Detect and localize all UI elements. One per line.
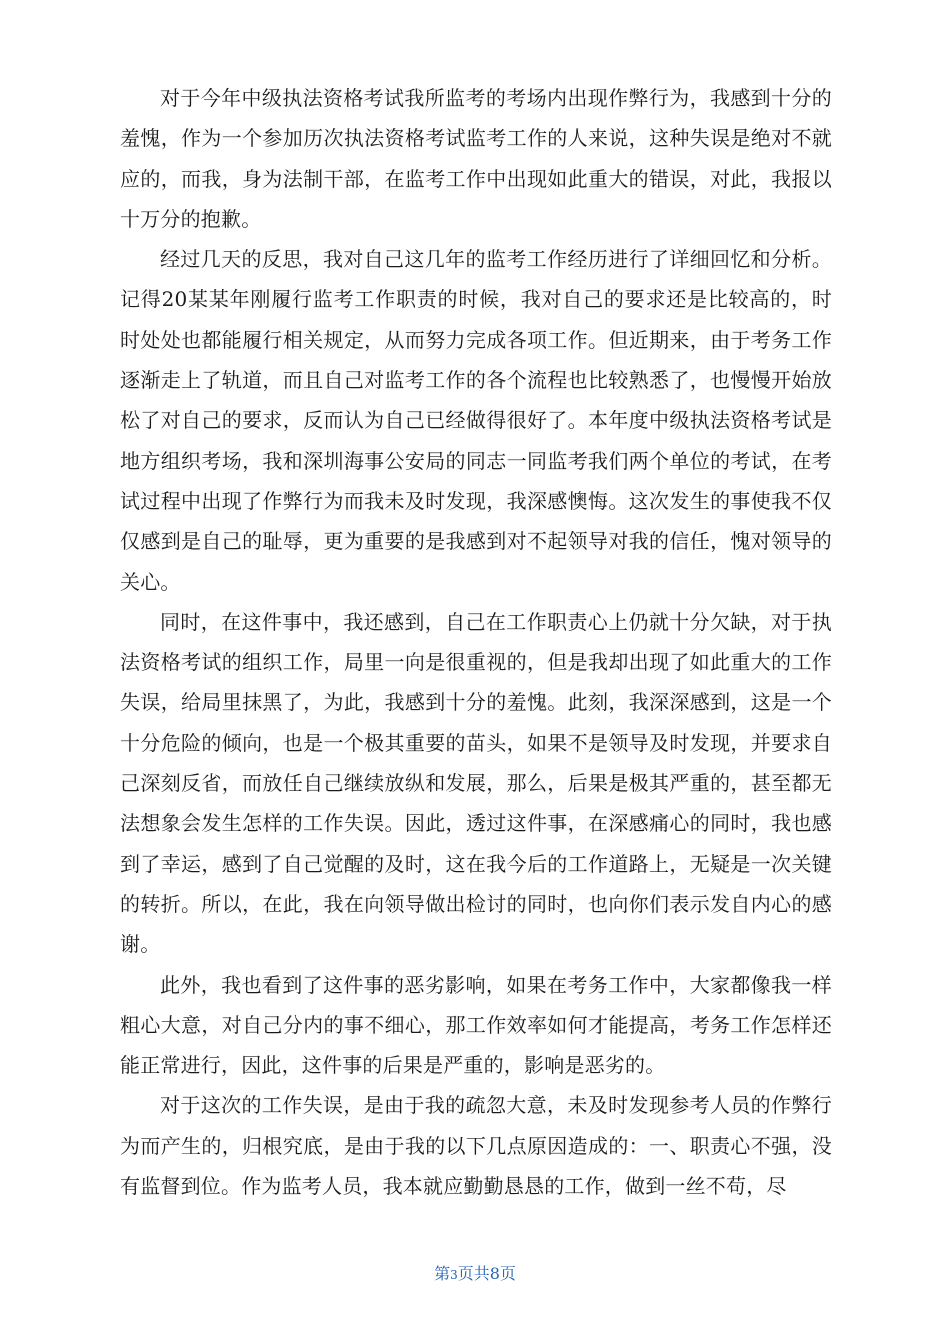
footer-suffix: 页: [499, 1264, 516, 1283]
paragraph: 同时，在这件事中，我还感到，自己在工作职责心上仍就十分欠缺，对于执法资格考试的组织工作，局里一向是很重视的，但是我却出现了如此重大的工作失误，给局里抹黑了，为此，我感到十分的羞愧。此刻，我深深感到，这是一个十分危险的倾向，也是一个极其重要的苗头，如果不是领导及时发现，并要求自己深刻反省，而放任自己继续放纵和发展，那么，后果是极其严重的，甚至都无法想象会发生怎样的工作失误。因此，透过这件事，在深感痛心的同时，我也感到了幸运，感到了自己觉醒的及时，这在我今后的工作道路上，无疑是一次关键的转折。所以，在此，我在向领导做出检讨的同时，也向你们表示发自内心的感谢。: [120, 609, 832, 957]
footer-prefix: 第: [434, 1264, 451, 1283]
footer-total-pages: 8: [489, 1264, 500, 1283]
footer-middle: 页共: [457, 1264, 490, 1283]
page-footer: [0, 1264, 950, 1285]
paragraph: 此外，我也看到了这件事的恶劣影响，如果在考务工作中，大家都像我一样粗心大意，对自己分内的事不细心，那工作效率如何才能提高，考务工作怎样还能正常进行，因此，这件事的后果是严重的，影响是恶劣的。: [120, 972, 832, 1078]
paragraph: 对于今年中级执法资格考试我所监考的考场内出现作弊行为，我感到十分的羞愧，作为一个参加历次执法资格考试监考工作的人来说，这种失误是绝对不就应的，而我，身为法制干部，在监考工作中出现如此重大的错误，对此，我报以十万分的抱歉。: [120, 86, 832, 231]
paragraph: 经过几天的反思，我对自己这几年的监考工作经历进行了详细回忆和分析。记得20某某年刚履行监考工作职责的时候，我对自己的要求还是比较高的，时时处处也都能履行相关规定，从而努力完成各项工作。但近期来，由于考务工作逐渐走上了轨道，而且自己对监考工作的各个流程也比较熟悉了，也慢慢开始放松了对自己的要求，反而认为自己已经做得很好了。本年度中级执法资格考试是地方组织考场，我和深圳海事公安局的同志一同监考我们两个单位的考试，在考试过程中出现了作弊行为而我未及时发现，我深感懊悔。这次发生的事使我不仅仅感到是自己的耻辱，更为重要的是我感到对不起领导对我的信任，愧对领导的关心。: [120, 247, 832, 594]
paragraph: 对于这次的工作失误，是由于我的疏忽大意，未及时发现参考人员的作弊行为而产生的，归根究底，是由于我的以下几点原因造成的：一、职责心不强，没有监督到位。作为监考人员，我本就应勤勤恳恳的工作，做到一丝不苟，尽: [120, 1093, 832, 1199]
footer-current-page: 3: [450, 1268, 458, 1282]
document-body: [120, 78, 832, 1206]
